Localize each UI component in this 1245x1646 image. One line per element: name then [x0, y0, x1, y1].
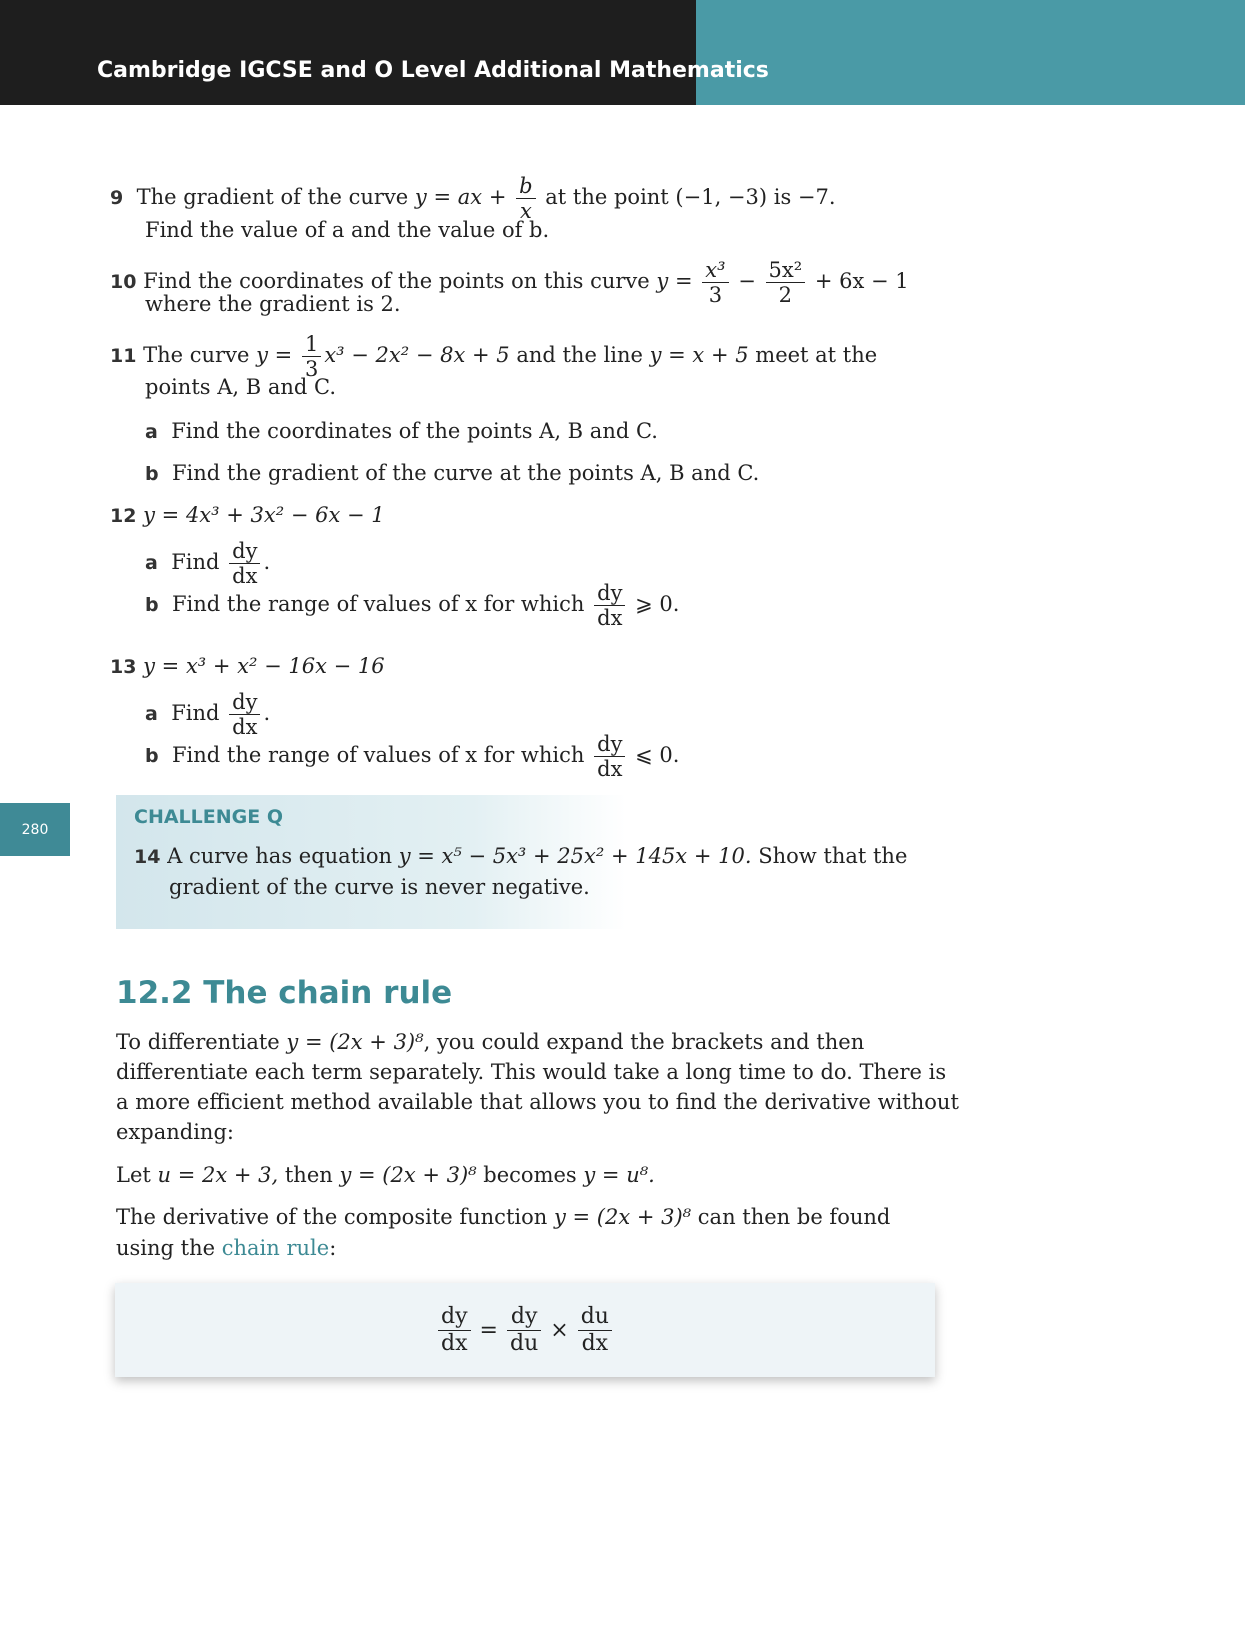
fraction-numerator: dy — [507, 1304, 541, 1330]
chain-rule-formula — [115, 1283, 935, 1377]
paragraph-1-line-4: expanding: — [116, 1120, 234, 1144]
fraction-denominator: dx — [232, 564, 258, 589]
question-text: meet at the — [755, 343, 878, 368]
question-text: Find the coordinates of the points on this curve — [143, 269, 650, 294]
body-text: To differentiate — [116, 1030, 280, 1054]
fraction-numerator: 1 — [302, 332, 321, 357]
question-number: 9 — [110, 187, 124, 210]
section-heading: 12.2 The chain rule — [116, 975, 453, 1011]
fraction — [766, 258, 806, 307]
fraction-numerator: dy — [229, 539, 260, 564]
question-text: and the line — [516, 343, 643, 368]
punctuation: . — [263, 550, 271, 575]
math-op: × — [550, 1317, 569, 1343]
body-text: becomes — [483, 1163, 577, 1187]
question-9-line2: Find the value of a and the value of b. — [145, 218, 550, 242]
paragraph-3-line-1 — [116, 1203, 890, 1231]
part-label: b — [145, 463, 159, 485]
fraction-denominator: dx — [441, 1330, 468, 1356]
fraction-numerator: 5x² — [766, 258, 806, 283]
fraction-denominator: dx — [232, 715, 258, 740]
question-12-part-b — [145, 581, 679, 630]
inequality: ⩽ 0. — [635, 743, 680, 768]
part-label: b — [145, 594, 159, 617]
question-13 — [110, 652, 385, 681]
math-var: y — [256, 343, 268, 368]
body-text: then — [284, 1163, 333, 1187]
body-text: Let — [116, 1163, 151, 1187]
fraction-numerator: x³ — [702, 258, 728, 283]
fraction — [507, 1304, 541, 1356]
question-12 — [110, 501, 385, 530]
math-expression: x³ − 2x² − 8x + 5 — [324, 343, 510, 368]
math-term: + 6x − 1 — [814, 269, 909, 294]
fraction-denominator: du — [509, 1330, 539, 1356]
part-label: a — [145, 552, 158, 575]
fraction-denominator: dx — [597, 757, 623, 782]
math-op: = — [433, 185, 452, 210]
book-title: Cambridge IGCSE and O Level Additional Mathematics — [97, 58, 769, 83]
fraction-numerator: b — [516, 174, 535, 199]
challenge-title: CHALLENGE Q — [134, 806, 283, 828]
body-text: , you could expand the brackets and then — [423, 1030, 865, 1054]
challenge-question-14 — [134, 842, 907, 871]
question-11-part-b — [145, 459, 759, 488]
fraction-numerator: du — [578, 1304, 612, 1330]
part-text: Find — [171, 701, 220, 726]
page-number-label: 280 — [21, 821, 49, 838]
paragraph-2 — [116, 1161, 655, 1189]
fraction-numerator: dy — [229, 690, 260, 715]
part-label: b — [145, 745, 159, 768]
math-term: ax — [457, 185, 483, 210]
question-text: A curve has equation — [167, 844, 393, 868]
part-label: a — [145, 703, 158, 726]
math-equation: y = x³ + x² − 16x − 16 — [143, 654, 385, 678]
paragraph-1-line-1 — [116, 1028, 864, 1056]
body-text: using the — [116, 1236, 216, 1260]
math-op: = — [674, 269, 693, 294]
math-equation: y = (2x + 3)⁸ — [553, 1205, 692, 1229]
fraction-denominator: dx — [597, 606, 623, 631]
math-op: − — [738, 269, 756, 294]
part-text: Find the coordinates of the points A, B and C. — [171, 419, 658, 443]
question-text: Show that the — [758, 844, 908, 868]
body-text: : — [329, 1236, 337, 1260]
fraction — [578, 1304, 612, 1356]
part-label: a — [145, 421, 158, 443]
fraction-denominator: dx — [581, 1330, 609, 1356]
question-11-line2: points A, B and C. — [145, 375, 336, 399]
question-10-line2: where the gradient is 2. — [145, 292, 401, 316]
question-13-part-b — [145, 732, 679, 781]
fraction-denominator: x — [519, 199, 532, 224]
fraction — [594, 732, 625, 781]
question-11-part-a — [145, 417, 658, 446]
math-equation: y = x⁵ − 5x³ + 25x² + 145x + 10. — [398, 844, 752, 868]
fraction — [438, 1304, 471, 1356]
punctuation: . — [263, 701, 271, 726]
part-text: Find — [171, 550, 220, 575]
fraction-numerator: dy — [438, 1304, 471, 1330]
math-var: y — [656, 269, 669, 294]
math-op: + — [488, 185, 507, 210]
question-number: 11 — [110, 345, 137, 368]
formula-box — [115, 1283, 935, 1377]
question-number: 13 — [110, 656, 137, 678]
fraction — [594, 581, 625, 630]
fraction-numerator: dy — [594, 732, 625, 757]
fraction-numerator: dy — [594, 581, 625, 606]
fraction-denominator: 3 — [708, 283, 723, 308]
fraction-denominator: 2 — [778, 283, 793, 308]
part-text: Find the gradient of the curve at the points A, B and C. — [171, 461, 760, 485]
math-equation: y = 4x³ + 3x² − 6x − 1 — [143, 503, 385, 527]
math-equation: y = u⁸. — [583, 1163, 655, 1187]
math-op: = — [274, 343, 293, 368]
math-op: = — [479, 1317, 498, 1343]
question-number: 10 — [110, 271, 137, 294]
inequality: ⩾ 0. — [635, 592, 680, 617]
math-var: y — [414, 185, 427, 210]
question-number: 14 — [134, 846, 161, 868]
math-equation: y = (2x + 3)⁸ — [339, 1163, 477, 1187]
math-expression: y = x + 5 — [649, 343, 749, 368]
challenge-line2: gradient of the curve is never negative. — [169, 875, 590, 899]
question-text: The curve — [143, 343, 250, 368]
body-text: can then be found — [697, 1205, 891, 1229]
paragraph-1-line-3: a more efficient method available that allows you to find the derivative without — [116, 1090, 959, 1114]
body-text: The derivative of the composite function — [116, 1205, 548, 1229]
paragraph-3-line-2 — [116, 1234, 336, 1262]
math-equation: u = 2x + 3, — [157, 1163, 279, 1187]
paragraph-1-line-2: differentiate each term separately. This would take a long time to do. There is — [116, 1060, 947, 1084]
fraction-denominator: 3 — [304, 357, 319, 382]
key-term: chain rule — [221, 1236, 330, 1260]
question-number: 12 — [110, 505, 137, 527]
question-text: The gradient of the curve — [136, 185, 409, 210]
part-text: Find the range of values of x for which — [171, 592, 585, 617]
question-text: at the point (−1, −3) is −7. — [545, 185, 836, 210]
fraction — [702, 258, 728, 307]
math-equation: y = (2x + 3)⁸ — [286, 1030, 424, 1054]
part-text: Find the range of values of x for which — [171, 743, 585, 768]
